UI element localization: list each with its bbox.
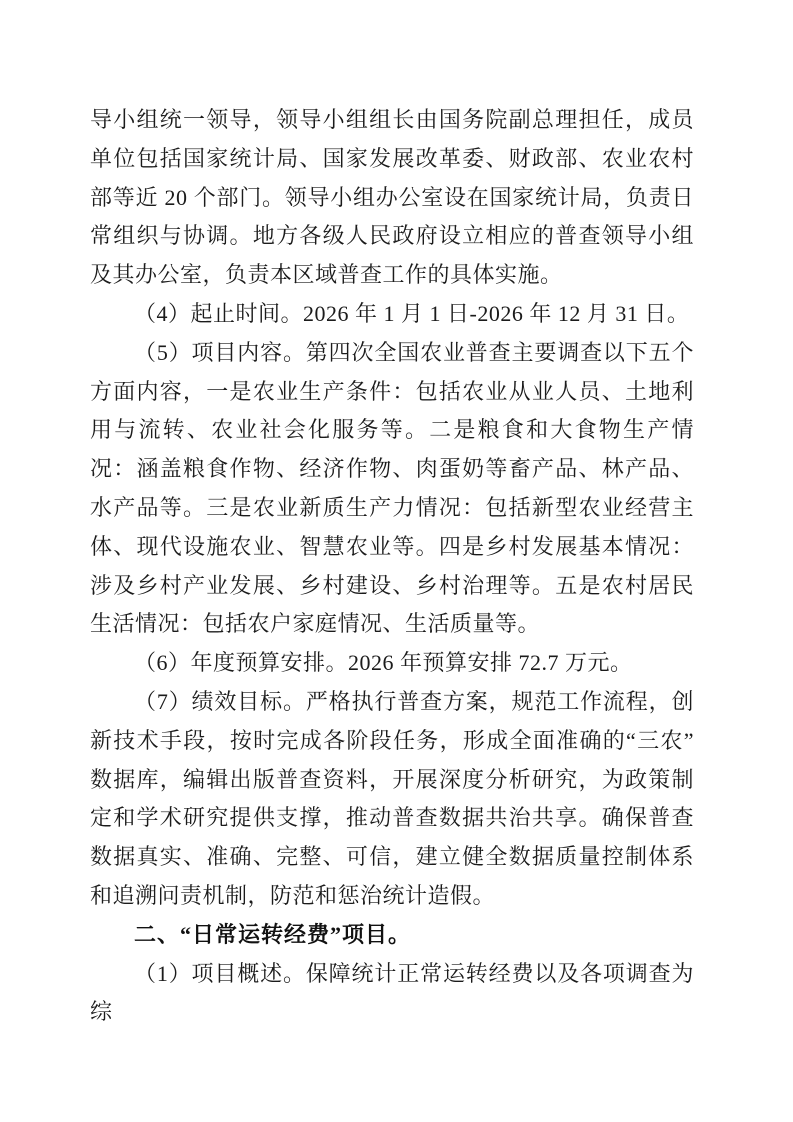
paragraph-census-leadership-continuation: 导小组统一领导，领导小组组长由国务院副总理担任，成员单位包括国家统计局、国家发展改革委、财政部、农业农村部等近 20 个部门。领导小组办公室设在国家统计局，负责日常组织与协调。地方各级人民政府设立相应的普查领导小组及其办公室，负责本区域普查工作的具体实施。 (90, 107, 694, 288)
section-2-heading-daily-operations-funding: 二、“日常运转经费”项目。 (134, 921, 412, 947)
document-body (90, 101, 694, 1032)
paragraph-item-6-annual-budget: （6）年度预算安排。2026 年预算安排 72.7 万元。 (134, 650, 633, 676)
paragraph-item-1-project-overview: （1）项目概述。保障统计正常运转经费以及各项调查为综 (90, 960, 694, 1025)
paragraph-item-7-performance-goals: （7）绩效目标。严格执行普查方案，规范工作流程，创新技术手段，按时完成各阶段任务，形成全面准确的“三农”数据库，编辑出版普查资料，开展深度分析研究，为政策制定和学术研究提供支撑，推动普查数据共治共享。确保普查数据真实、准确、完整、可信，建立健全数据质量控制体系和追溯问责机制，防范和惩治统计造假。 (90, 688, 694, 908)
paragraph-item-4-time-range: （4）起止时间。2026 年 1 月 1 日-2026 年 12 月 31 日。 (134, 300, 690, 326)
paragraph-item-5-project-content: （5）项目内容。第四次全国农业普查主要调查以下五个方面内容，一是农业生产条件：包括农业从业人员、土地利用与流转、农业社会化服务等。二是粮食和大食物生产情况：涵盖粮食作物、经济作物、肉蛋奶等畜产品、林产品、水产品等。三是农业新质生产力情况：包括新型农业经营主体、现代设施农业、智慧农业等。四是乡村发展基本情况：涉及乡村产业发展、乡村建设、乡村治理等。五是农村居民生活情况：包括农户家庭情况、生活质量等。 (90, 339, 694, 637)
